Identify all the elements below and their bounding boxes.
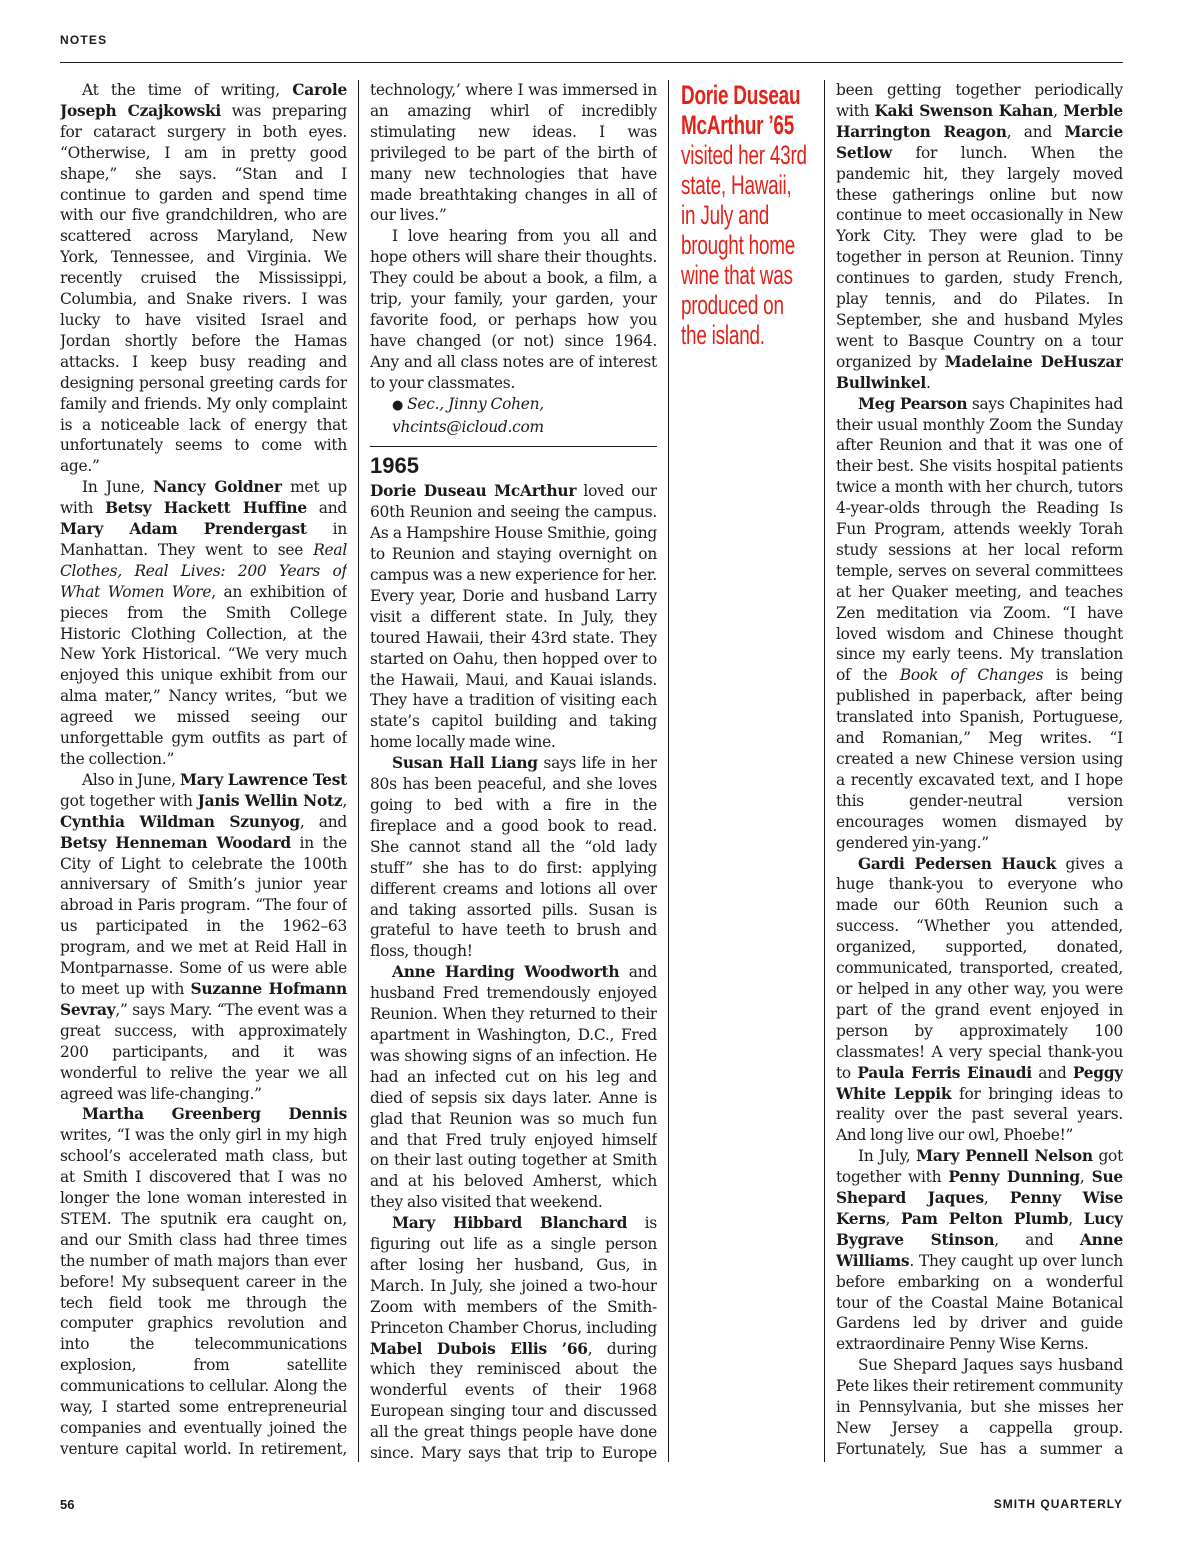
classmate-name: Mabel Dubois Ellis ’66	[370, 1339, 588, 1358]
classmate-name: Penny Wise Kerns	[836, 1189, 1123, 1228]
classmate-name: Pam Pelton Plumb	[900, 1209, 1069, 1228]
classmate-name: Dorie Duseau McArthur	[370, 482, 577, 501]
header-rule	[60, 62, 1123, 63]
pull-quote-text: visited her 43rd state, Hawaii, in July and brought home wine that was produced on the island.	[681, 140, 807, 350]
classmate-name: Mary Hibbard Blanchard	[392, 1214, 628, 1233]
classmate-name: Suzanne Hofmann Sevray	[60, 979, 347, 1019]
classmate-name: Penny Dunning	[948, 1168, 1080, 1187]
bullet-icon: ●	[392, 397, 404, 413]
paragraph: I love hearing from you all and hope others will share their thoughts. They could be about a book, a film, a trip, your family, your garden, your favorite food, or perhaps how you have changed (or not) since 1964. Any and all class notes are of interest to your classmates.	[370, 227, 657, 392]
paragraph: Anne Harding Woodworth and husband Fred tremendously enjoyed Reunion. When they returned to their apartment in Washington, D.C., Fred was showing signs of an infection. He had an infected cut on his leg and died of sepsis six days later. Anne is glad that Reunion was so much fun and that Fred truly enjoyed himself on their last outing together at Smith and at his beloved Amherst, which they also visited that weekend.	[370, 963, 657, 1212]
pull-quote-name: Dorie Duseau McArthur ’65	[681, 80, 801, 140]
paragraph: Dorie Duseau McArthur loved our 60th Reunion and seeing the campus. As a Hampshire House Smithie, going to Reunion and staying overnight on campus was a new experience for her. Every year, Dorie and husband Larry visit a different state. In July, they toured Hawaii, their 43rd state. They started on Oahu, then hopped over to the Hawaii, Maui, and Kauai islands. They have a tradition of visiting each state’s capitol building and taking home locally made wine.	[370, 482, 657, 752]
paragraph: In June, Nancy Goldner met up with Betsy Hackett Huffine and Mary Adam Prendergast in Manhattan. They went to see Real Clothes, Real Lives: 200 Years of What Women Wore, an exhibition of pieces from the Smith College Historic Clothing Collection, at the New York Historical. “We very much enjoyed this unique exhibit from our alma mater,” Nancy writes, “but we agreed we missed seeing our unforgettable gym outfits as part of the collection.”	[60, 478, 347, 768]
classmate-name: Mary Lawrence Test	[179, 770, 347, 789]
paragraph: In July, Mary Pennell Nelson got together with Penny Dunning, Sue Shepard Jaques, Penny Wise Kerns, Pam Pelton Plumb, Lucy Bygrave Stinson, and Anne Williams. They caught up over lunch before embarking on a wonderful tour of the Coastal Maine Botanical Gardens led by driver and guide extraordinaire Penny Wise Kerns.	[836, 1147, 1123, 1354]
class-year-heading: 1965	[370, 453, 419, 479]
classmate-name: Mary Adam Prendergast	[60, 520, 307, 539]
book-title: Book of Changes	[899, 666, 1044, 685]
classmate-name: Paula Ferris Einaudi	[857, 1063, 1032, 1082]
paragraph: Also in June, Mary Lawrence Test got together with Janis Wellin Notz, Cynthia Wildman Szunyog, and Betsy Henneman Woodard in the City of Light to celebrate the 100th anniversary of Smith’s junior year abroad in Paris program. “The four of us participated in the 1962–63 program, and we met at Reid Hall in Montparnasse. Some of us were able to meet up with Suzanne Hofmann Sevray,” says Mary. “The event was a great success, with approximately 200 participants, and it was wonderful to relive the year we all agreed was life-changing.”	[60, 770, 347, 1103]
classmate-name: Carole Joseph Czajkowski	[60, 81, 347, 120]
paragraph: Martha Greenberg Dennis writes, “I was the only girl in my high school’s accelerated math class, but at Smith I discovered that I was no longer the lone woman interested in STEM. The sputnik era caught on, and our Smith class had three times the number of math majors than ever before! My subsequent career in the tech field took me through the computer graphics revolution and into the telecommunications explosion, from satellite communications to cellular. Along the way, I started some entrepreneurial companies and eventually joined the venture capital world. In retirement,	[60, 1105, 347, 1458]
classmate-name: Marcie Setlow	[836, 122, 1123, 162]
column-1	[60, 80, 347, 1462]
column-divider	[824, 80, 825, 1462]
pull-quote	[681, 80, 807, 350]
classmate-name: Sue Shepard Jaques	[836, 1168, 1123, 1208]
classmate-name: Meg Pearson	[858, 394, 968, 413]
column-4	[836, 80, 1123, 1462]
classmate-name: Anne Harding Woodworth	[392, 963, 620, 982]
paragraph: been getting together periodically with Kaki Swenson Kahan, Merble Harrington Reagon, and Marcie Setlow for lunch. When the pandemic hit, they largely moved these gatherings online but now continue to meet occasionally in New York City. They were glad to be together in person at Reunion. Tinny continues to garden, study French, play tennis, and do Pilates. In September, she and husband Myles went to Basque Country on a tour organized by Madelaine DeHuszar Bullwinkel.	[836, 81, 1123, 392]
classmate-name: Mary Pennell Nelson	[916, 1147, 1093, 1166]
classmate-name: Nancy Goldner	[153, 478, 282, 497]
class-secretary-email: vhcints@icloud.com	[392, 417, 544, 436]
class-secretary-signature: ● Sec., Jinny Cohen,	[392, 394, 544, 413]
classmate-name: Susan Hall Liang	[392, 754, 538, 773]
paragraph: Mary Hibbard Blanchard is figuring out life as a single person after losing her husband, Gus, in March. In July, she joined a two-hour Zoom with members of the Smith-Princeton Chamber Chorus, including Mabel Dubois Ellis ’66, during which they reminisced about the wonderful events of their 1968 European singing tour and discussed all the great things people have done since. Mary says that trip to Europe	[370, 1214, 657, 1462]
paragraph: Meg Pearson says Chapinites had their usual monthly Zoom the Sunday after Reunion and that it was one of their best. She visits hospital patients twice a month with her church, tutors 4-year-olds through the Reading Is Fun Program, attends weekly Torah study sessions at her local reform temple, serves on several committees at her Quaker meeting, and teaches Zen meditation via Zoom. “I have loved wisdom and Chinese thought since my early teens. My translation of the Book of Changes is being published in paperback, after being translated into Spanish, Portuguese, and Romanian,” Meg writes. “I created a new Chinese version using a recently excavated text, and I hope this gender-neutral version encourages women dismayed by gendered yin-yang.”	[836, 394, 1123, 852]
section-header: NOTES	[60, 33, 108, 47]
classmate-name: Gardi Pedersen Hauck	[858, 854, 1057, 873]
classmate-name: Anne Williams	[836, 1230, 1123, 1270]
classmate-name: Janis Wellin Notz	[197, 791, 343, 810]
column-divider	[668, 80, 669, 1462]
classmate-name: Peggy White Leppik	[836, 1063, 1123, 1103]
classmate-name: Cynthia Wildman Szunyog	[60, 812, 300, 831]
classmate-name: Merble Harrington Reagon	[836, 101, 1123, 141]
classmate-name: Madelaine DeHuszar Bullwinkel	[836, 352, 1123, 392]
exhibit-title: Real Clothes, Real Lives: 200 Years of What Women Wore	[60, 540, 347, 601]
paragraph: technology,’ where I was immersed in an amazing whirl of incredibly stimulating new ideas. I was privileged to be part of the birth of many new technologies that have made breathtaking changes in all of our lives.”	[370, 81, 657, 225]
column-divider	[358, 80, 359, 1462]
classmate-name: Betsy Hackett Huffine	[105, 499, 307, 518]
paragraph: Sue Shepard Jaques says husband Pete likes their retirement community in Pennsylvania, but she misses her New Jersey a cappella group. Fortunately, Sue has a summer a	[836, 1356, 1123, 1458]
classmate-name: Lucy Bygrave Stinson	[836, 1209, 1123, 1249]
paragraph: At the time of writing, Carole Joseph Czajkowski was preparing for cataract surgery in both eyes. “Otherwise, I am in pretty good shape,” she says. “Stan and I continue to garden and spend time with our five grandchildren, who are scattered across Maryland, New York, Tennessee, and Virginia. We recently cruised the Mississippi, Columbia, and Snake rivers. I was lucky to have visited Israel and Jordan shortly before the Hamas attacks. I keep busy reading and designing personal greeting cards for family and friends. My only complaint is a noticeable lack of energy that unfortunately seems to come with age.”	[60, 81, 347, 476]
classmate-name: Kaki Swenson Kahan	[874, 101, 1054, 120]
column-2	[370, 80, 657, 1462]
classmate-name: Martha Greenberg Dennis	[82, 1105, 347, 1124]
publication-name: SMITH QUARTERLY	[993, 1497, 1123, 1511]
year-rule	[370, 446, 657, 447]
paragraph: Susan Hall Liang says life in her 80s has been peaceful, and she loves going to bed with a fire in the fireplace and a good book to read. She cannot stand all the “old lady stuff” she has to do first: applying different creams and lotions all over and taking assorted pills. Susan is grateful to have teeth to brush and floss, though!	[370, 754, 657, 961]
page-number: 56	[60, 1497, 75, 1512]
classmate-name: Betsy Henneman Woodard	[60, 833, 291, 852]
paragraph: Gardi Pedersen Hauck gives a huge thank-you to everyone who made our 60th Reunion such a success. “Whether you attended, organized, supported, donated, communicated, transported, created, or helped in any other way, you were part of the grand event enjoyed in person by approximately 100 classmates! A very special thank-you to Paula Ferris Einaudi and Peggy White Leppik for bringing ideas to reality over the past several years. And long live our owl, Phoebe!”	[836, 854, 1123, 1145]
